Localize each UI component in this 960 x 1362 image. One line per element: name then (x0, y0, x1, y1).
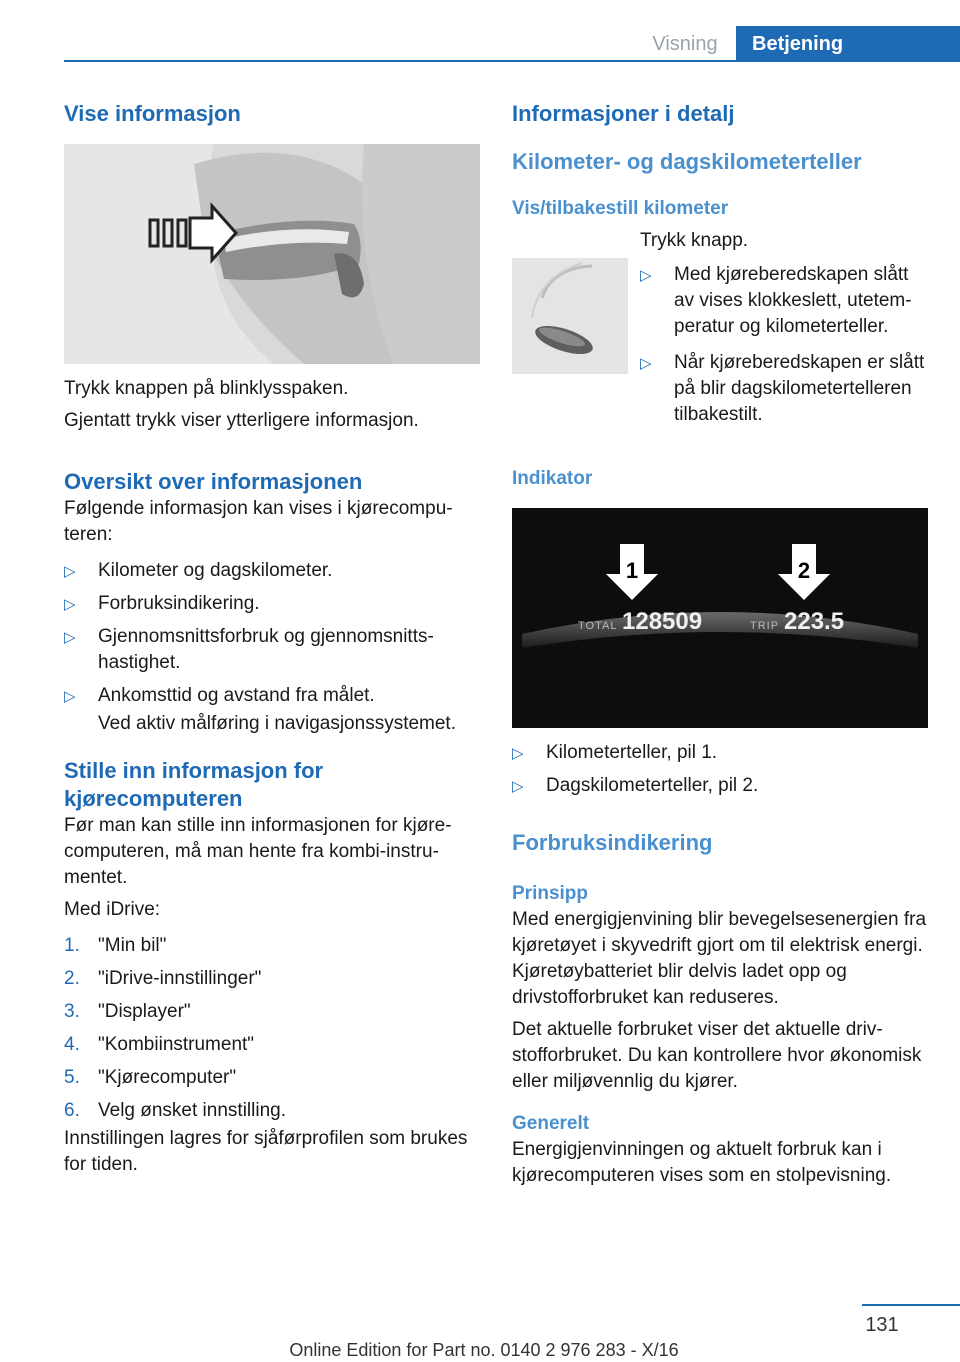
heading-vise-informasjon: Vise informasjon (64, 101, 241, 126)
text-trykk-blink: Trykk knappen på blinklysspaken. (64, 378, 349, 399)
turn-signal-lever-illustration (64, 144, 480, 364)
reset-list (640, 262, 928, 428)
left-column (64, 100, 480, 1184)
total-label: TOTAL (578, 620, 618, 632)
triangle-bullet-icon: ▷ (640, 355, 652, 372)
tab-visning[interactable]: Visning (652, 33, 718, 55)
list-item: 1. "Min bil" (64, 935, 167, 956)
text-innstillingen: Innstillingen lagres for sjåførprofilen som brukes for tiden. (64, 1128, 468, 1175)
footer-divider (862, 1304, 960, 1306)
text-ved-aktiv: Ved aktiv målføring i navigasjonssystemet. (98, 713, 456, 734)
list-item: ▷ Gjennomsnittsforbruk og gjennomsnittshastighet. (64, 626, 434, 673)
heading-oversikt: Oversikt over informasjonen (64, 469, 363, 494)
heading-informasjoner: Informasjoner i detalj (512, 101, 735, 126)
list-item: ▷ Ankomsttid og avstand fra målet. (64, 683, 480, 709)
odometer-display-figure (512, 508, 928, 728)
odometer-backdrop (512, 508, 928, 728)
text-aktuelle: Det aktuelle forbruket viser det aktuelle drivstofforbruket. Du kan kontrollere hvor økonomisk eller miljøvennlig du kjører. (512, 1019, 922, 1092)
page-number: 131 (865, 1314, 899, 1336)
triangle-bullet-icon: ▷ (64, 688, 76, 705)
heading-kilometer: Kilometer- og dagskilometerteller (512, 149, 862, 174)
right-column (512, 100, 928, 1195)
list-item: 6. Velg ønsket innstilling. (64, 1100, 286, 1121)
turn-signal-lever-figure (64, 144, 480, 364)
triangle-bullet-icon: ▷ (64, 629, 76, 646)
list-item: 4. "Kombiinstrument" (64, 1034, 255, 1055)
heading-generelt: Generelt (512, 1113, 590, 1134)
trip-value: 223.5 (784, 608, 845, 635)
reset-button-figure (512, 258, 628, 374)
idrive-steps-list (64, 933, 480, 1124)
list-item: 5. "Kjørecomputer" (64, 1067, 237, 1088)
heading-indikator: Indikator (512, 468, 593, 489)
list-item: ▷ Dagskilometerteller, pil 2. (512, 773, 928, 799)
list-item: ▷ Når kjøreberedskapen er slått på blir dagskilometertelleren tilbakestilt. (640, 352, 925, 425)
reset-text (640, 228, 928, 435)
trip-label: TRIP (750, 620, 780, 632)
heading-stille-inn: Stille inn informasjon for kjørecomputeren (64, 758, 324, 811)
heading-prinsipp: Prinsipp (512, 883, 589, 904)
list-item: ▷ Med kjøreberedskapen slått av vises klokkeslett, utetemperatur og kilometerteller. (640, 264, 912, 337)
triangle-bullet-icon: ▷ (512, 778, 524, 795)
list-item: ▷ Kilometer og dagskilometer. (64, 558, 480, 584)
text-gjentatt: Gjentatt trykk viser ytterligere informasjon. (64, 410, 419, 431)
text-trykk-knapp: Trykk knapp. (640, 230, 749, 251)
list-item: 2. "iDrive-innstillinger" (64, 968, 262, 989)
total-value: 128509 (622, 608, 703, 635)
reset-block (512, 228, 928, 428)
text-for-man: Før man kan stille inn informasjonen for kjørecomputeren, må man hente fra kombi-instrumentet. (64, 815, 452, 888)
text-med-idrive: Med iDrive: (64, 899, 161, 920)
arrow-2-label: 2 (797, 558, 811, 583)
text-folgende: Følgende informasjon kan vises i kjørecomputeren: (64, 498, 453, 545)
triangle-bullet-icon: ▷ (640, 267, 652, 284)
oversikt-list (64, 558, 480, 709)
heading-forbruksindikering: Forbruksindikering (512, 830, 713, 855)
reset-button-illustration (512, 258, 628, 374)
list-item: 3. "Displayer" (64, 1001, 191, 1022)
header-divider (64, 60, 960, 62)
indikator-list (512, 740, 928, 799)
list-item: ▷ Kilometerteller, pil 1. (512, 740, 928, 766)
page-header (0, 0, 960, 62)
list-item: ▷ Forbruksindikering. (64, 591, 480, 617)
text-generelt: Energigjenvinningen og aktuelt forbruk kan i kjørecomputeren vises som en stolpevisning. (512, 1139, 892, 1186)
tab-betjening[interactable]: Betjening (736, 26, 960, 62)
text-prinsipp: Med energigjenvining blir bevegelsesenergien fra kjøretøyet i skyvedrift gjort om til elektrisk energi. Kjøretøybatteriet blir delvis ladet opp og drivstofforbruket kan reduseres. (512, 909, 927, 1008)
footer-edition: Online Edition for Part no. 0140 2 976 283 - X/16 (289, 1340, 679, 1360)
arrow-1-label: 1 (625, 558, 639, 583)
heading-vis-tilbakestill: Vis/tilbakestill kilometer (512, 198, 729, 219)
triangle-bullet-icon: ▷ (64, 596, 76, 613)
triangle-bullet-icon: ▷ (512, 745, 524, 762)
triangle-bullet-icon: ▷ (64, 563, 76, 580)
